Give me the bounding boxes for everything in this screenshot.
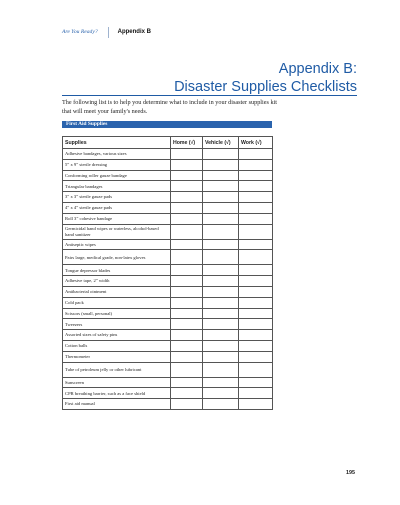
vehicle-check-cell: [203, 159, 239, 170]
work-check-cell: [239, 286, 273, 297]
work-check-cell: [239, 239, 273, 250]
table-row: [63, 319, 273, 330]
home-check-cell: [171, 319, 203, 330]
supply-item: 5” x 9” sterile dressing: [63, 159, 171, 170]
home-check-cell: [171, 276, 203, 287]
work-check-cell: [239, 159, 273, 170]
supply-item: Scissors (small, personal): [63, 308, 171, 319]
vehicle-check-cell: [203, 276, 239, 287]
table-row: [63, 377, 273, 388]
supply-item: Sunscreen: [63, 377, 171, 388]
home-check-cell: [171, 377, 203, 388]
home-check-cell: [171, 202, 203, 213]
work-check-cell: [239, 149, 273, 160]
work-check-cell: [239, 399, 273, 410]
home-check-cell: [171, 351, 203, 362]
table-row: [63, 286, 273, 297]
supply-item: 4” x 4” sterile gauze pads: [63, 202, 171, 213]
page-title: [174, 60, 357, 96]
work-check-cell: [239, 388, 273, 399]
vehicle-check-cell: [203, 399, 239, 410]
work-check-cell: [239, 213, 273, 224]
supply-item: Antiseptic wipes: [63, 239, 171, 250]
table-row: [63, 265, 273, 276]
home-check-cell: [171, 170, 203, 181]
work-check-cell: [239, 330, 273, 341]
vehicle-check-cell: [203, 265, 239, 276]
page-number: 195: [346, 470, 355, 476]
title-underline: [62, 95, 357, 96]
vehicle-check-cell: [203, 239, 239, 250]
supply-item: Antibacterial ointment: [63, 286, 171, 297]
table-header-row: [63, 137, 273, 149]
supplies-checklist-table: [62, 136, 273, 410]
supply-item: Thermometer: [63, 351, 171, 362]
supply-item: Triangular bandages: [63, 181, 171, 192]
section-heading-first-aid: First Aid Supplies: [62, 121, 272, 128]
work-check-cell: [239, 192, 273, 203]
work-check-cell: [239, 377, 273, 388]
vehicle-check-cell: [203, 362, 239, 377]
vehicle-check-cell: [203, 192, 239, 203]
vehicle-check-cell: [203, 377, 239, 388]
column-header-vehicle: Vehicle (√): [203, 137, 239, 149]
vehicle-check-cell: [203, 297, 239, 308]
table-row: [63, 388, 273, 399]
supply-item: Cold pack: [63, 297, 171, 308]
vehicle-check-cell: [203, 181, 239, 192]
table-row: [63, 224, 273, 239]
header-chapter: Appendix B: [117, 29, 151, 35]
work-check-cell: [239, 250, 273, 265]
table-row: [63, 276, 273, 287]
supply-item: Tube of petroleum jelly or other lubricant: [63, 362, 171, 377]
table-row: [63, 181, 273, 192]
home-check-cell: [171, 286, 203, 297]
supply-item: Conforming roller gauze bandage: [63, 170, 171, 181]
column-header-supplies: Supplies: [63, 137, 171, 149]
work-check-cell: [239, 297, 273, 308]
page-title-line-2: Disaster Supplies Checklists: [174, 79, 357, 95]
table-row: [63, 170, 273, 181]
home-check-cell: [171, 213, 203, 224]
table-row: [63, 330, 273, 341]
home-check-cell: [171, 297, 203, 308]
work-check-cell: [239, 340, 273, 351]
home-check-cell: [171, 388, 203, 399]
vehicle-check-cell: [203, 250, 239, 265]
supply-item: Tongue depressor blades: [63, 265, 171, 276]
work-check-cell: [239, 276, 273, 287]
table-row: [63, 297, 273, 308]
intro-paragraph: The following list is to help you determine what to include in your disaster supplies kit that will meet your family's needs.: [62, 99, 277, 115]
column-header-home: Home (√): [171, 137, 203, 149]
home-check-cell: [171, 159, 203, 170]
home-check-cell: [171, 362, 203, 377]
table-row: [63, 351, 273, 362]
supply-item: Roll 3” cohesive bandage: [63, 213, 171, 224]
home-check-cell: [171, 340, 203, 351]
work-check-cell: [239, 319, 273, 330]
vehicle-check-cell: [203, 213, 239, 224]
work-check-cell: [239, 351, 273, 362]
table-row: [63, 250, 273, 265]
vehicle-check-cell: [203, 330, 239, 341]
home-check-cell: [171, 250, 203, 265]
home-check-cell: [171, 149, 203, 160]
table-row: [63, 340, 273, 351]
running-header: [62, 27, 151, 37]
home-check-cell: [171, 192, 203, 203]
vehicle-check-cell: [203, 170, 239, 181]
supply-item: Germicidal hand wipes or waterless, alcohol-based hand sanitizer: [63, 224, 171, 239]
supply-item: 3” x 3” sterile gauze pads: [63, 192, 171, 203]
table-row: [63, 202, 273, 213]
table-row: [63, 308, 273, 319]
vehicle-check-cell: [203, 224, 239, 239]
supply-item: Cotton balls: [63, 340, 171, 351]
vehicle-check-cell: [203, 319, 239, 330]
supply-item: Adhesive tape, 2” width: [63, 276, 171, 287]
column-header-work: Work (√): [239, 137, 273, 149]
home-check-cell: [171, 308, 203, 319]
work-check-cell: [239, 202, 273, 213]
table-row: [63, 239, 273, 250]
header-divider: [108, 27, 109, 38]
table-row: [63, 149, 273, 160]
work-check-cell: [239, 308, 273, 319]
header-series-title: Are You Ready?: [62, 29, 98, 35]
work-check-cell: [239, 224, 273, 239]
home-check-cell: [171, 181, 203, 192]
home-check-cell: [171, 399, 203, 410]
supply-item: CPR breathing barrier, such as a face shield: [63, 388, 171, 399]
vehicle-check-cell: [203, 388, 239, 399]
supply-item: Adhesive bandages, various sizes: [63, 149, 171, 160]
supply-item: Tweezers: [63, 319, 171, 330]
vehicle-check-cell: [203, 351, 239, 362]
page-title-line-1: Appendix B:: [278, 61, 357, 77]
home-check-cell: [171, 330, 203, 341]
vehicle-check-cell: [203, 340, 239, 351]
table-row: [63, 213, 273, 224]
work-check-cell: [239, 181, 273, 192]
home-check-cell: [171, 224, 203, 239]
table-row: [63, 192, 273, 203]
vehicle-check-cell: [203, 202, 239, 213]
home-check-cell: [171, 239, 203, 250]
work-check-cell: [239, 362, 273, 377]
work-check-cell: [239, 265, 273, 276]
home-check-cell: [171, 265, 203, 276]
vehicle-check-cell: [203, 308, 239, 319]
supply-item: First aid manual: [63, 399, 171, 410]
table-row: [63, 362, 273, 377]
supply-item: Assorted sizes of safety pins: [63, 330, 171, 341]
vehicle-check-cell: [203, 286, 239, 297]
vehicle-check-cell: [203, 149, 239, 160]
supply-item: Pairs large, medical grade, non-latex gloves: [63, 250, 171, 265]
work-check-cell: [239, 170, 273, 181]
table-row: [63, 159, 273, 170]
table-row: [63, 399, 273, 410]
